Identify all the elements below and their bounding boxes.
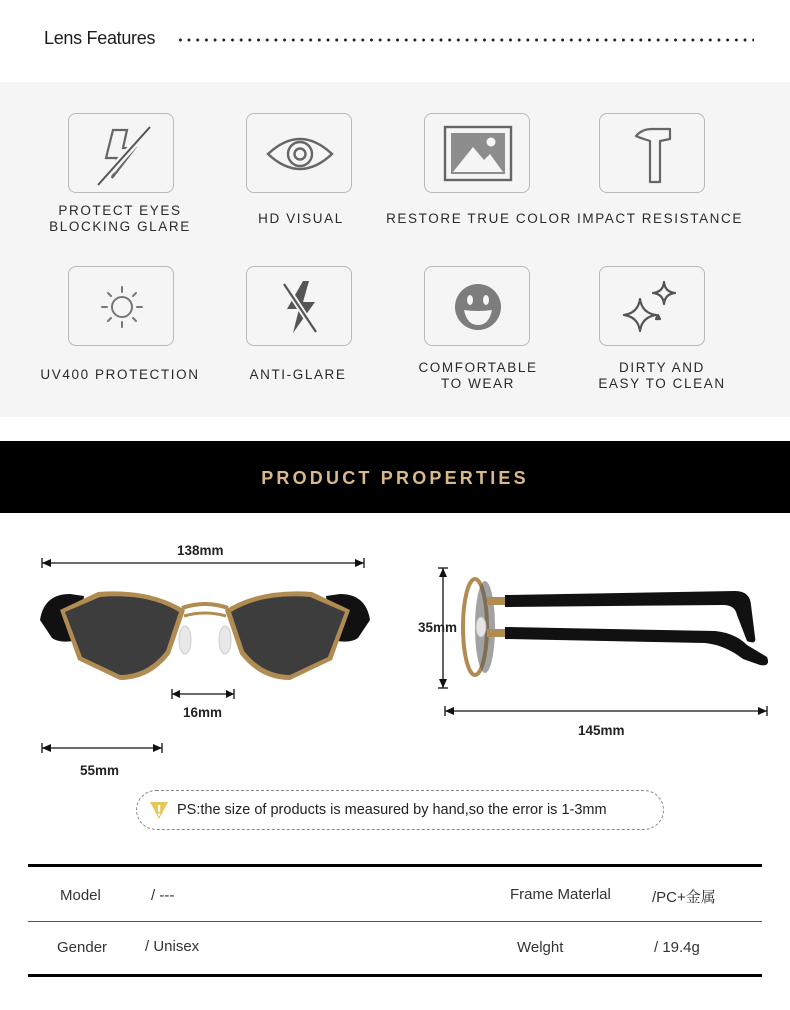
smiley-icon bbox=[424, 266, 530, 346]
eye-icon bbox=[246, 113, 352, 193]
model-value: / --- bbox=[151, 887, 175, 904]
weight-value: / 19.4g bbox=[654, 939, 700, 956]
hammer-icon bbox=[599, 113, 705, 193]
bridge-label: 16mm bbox=[183, 705, 223, 720]
lightning-icon bbox=[68, 113, 174, 193]
lens-width-arrow bbox=[40, 741, 164, 755]
frame-material-label: Frame Materlal bbox=[510, 886, 611, 903]
no-lightning-icon bbox=[246, 266, 352, 346]
warning-icon bbox=[149, 800, 169, 820]
temple-arrow bbox=[443, 704, 769, 718]
lens-height-label: 35mm bbox=[418, 620, 458, 635]
bridge-arrow bbox=[170, 687, 236, 701]
gender-value: / Unisex bbox=[145, 938, 200, 955]
feature-label: HD VISUAL bbox=[258, 211, 344, 226]
feature-label: PROTECT EYES BLOCKING GLARE bbox=[49, 203, 191, 234]
table-bottom-rule bbox=[28, 974, 762, 977]
lens-width-label: 55mm bbox=[80, 763, 120, 778]
section-title: Lens Features bbox=[44, 28, 156, 48]
product-properties-banner bbox=[0, 441, 790, 513]
table-divider bbox=[28, 921, 762, 922]
banner-title: PRODUCT PROPERTIES bbox=[261, 468, 529, 488]
feature-label: ANTI-GLARE bbox=[249, 367, 347, 382]
dotted-divider bbox=[176, 38, 754, 42]
image-icon bbox=[424, 113, 530, 193]
measurement-note bbox=[136, 790, 664, 830]
note-text: PS:the size of products is measured by hand,so the error is 1-3mm bbox=[177, 802, 607, 818]
frame-material-value: /PC+金属 bbox=[652, 889, 716, 906]
feature-label: UV400 PROTECTION bbox=[40, 367, 200, 382]
feature-label: IMPACT RESISTANCE bbox=[577, 211, 743, 226]
table-top-rule bbox=[28, 864, 762, 867]
model-label: Model bbox=[60, 887, 101, 904]
sparkle-icon bbox=[599, 266, 705, 346]
width-arrow bbox=[40, 556, 366, 570]
glasses-front-image bbox=[30, 580, 380, 685]
total-width-label: 138mm bbox=[177, 543, 224, 558]
sun-icon bbox=[68, 266, 174, 346]
gender-label: Gender bbox=[57, 939, 108, 956]
temple-length-label: 145mm bbox=[578, 723, 625, 738]
weight-label: Welght bbox=[517, 939, 564, 956]
glasses-side-image bbox=[455, 575, 775, 685]
feature-label: DIRTY AND EASY TO CLEAN bbox=[598, 360, 726, 391]
feature-label: RESTORE TRUE COLOR bbox=[386, 211, 572, 226]
feature-label: COMFORTABLE TO WEAR bbox=[418, 360, 538, 391]
